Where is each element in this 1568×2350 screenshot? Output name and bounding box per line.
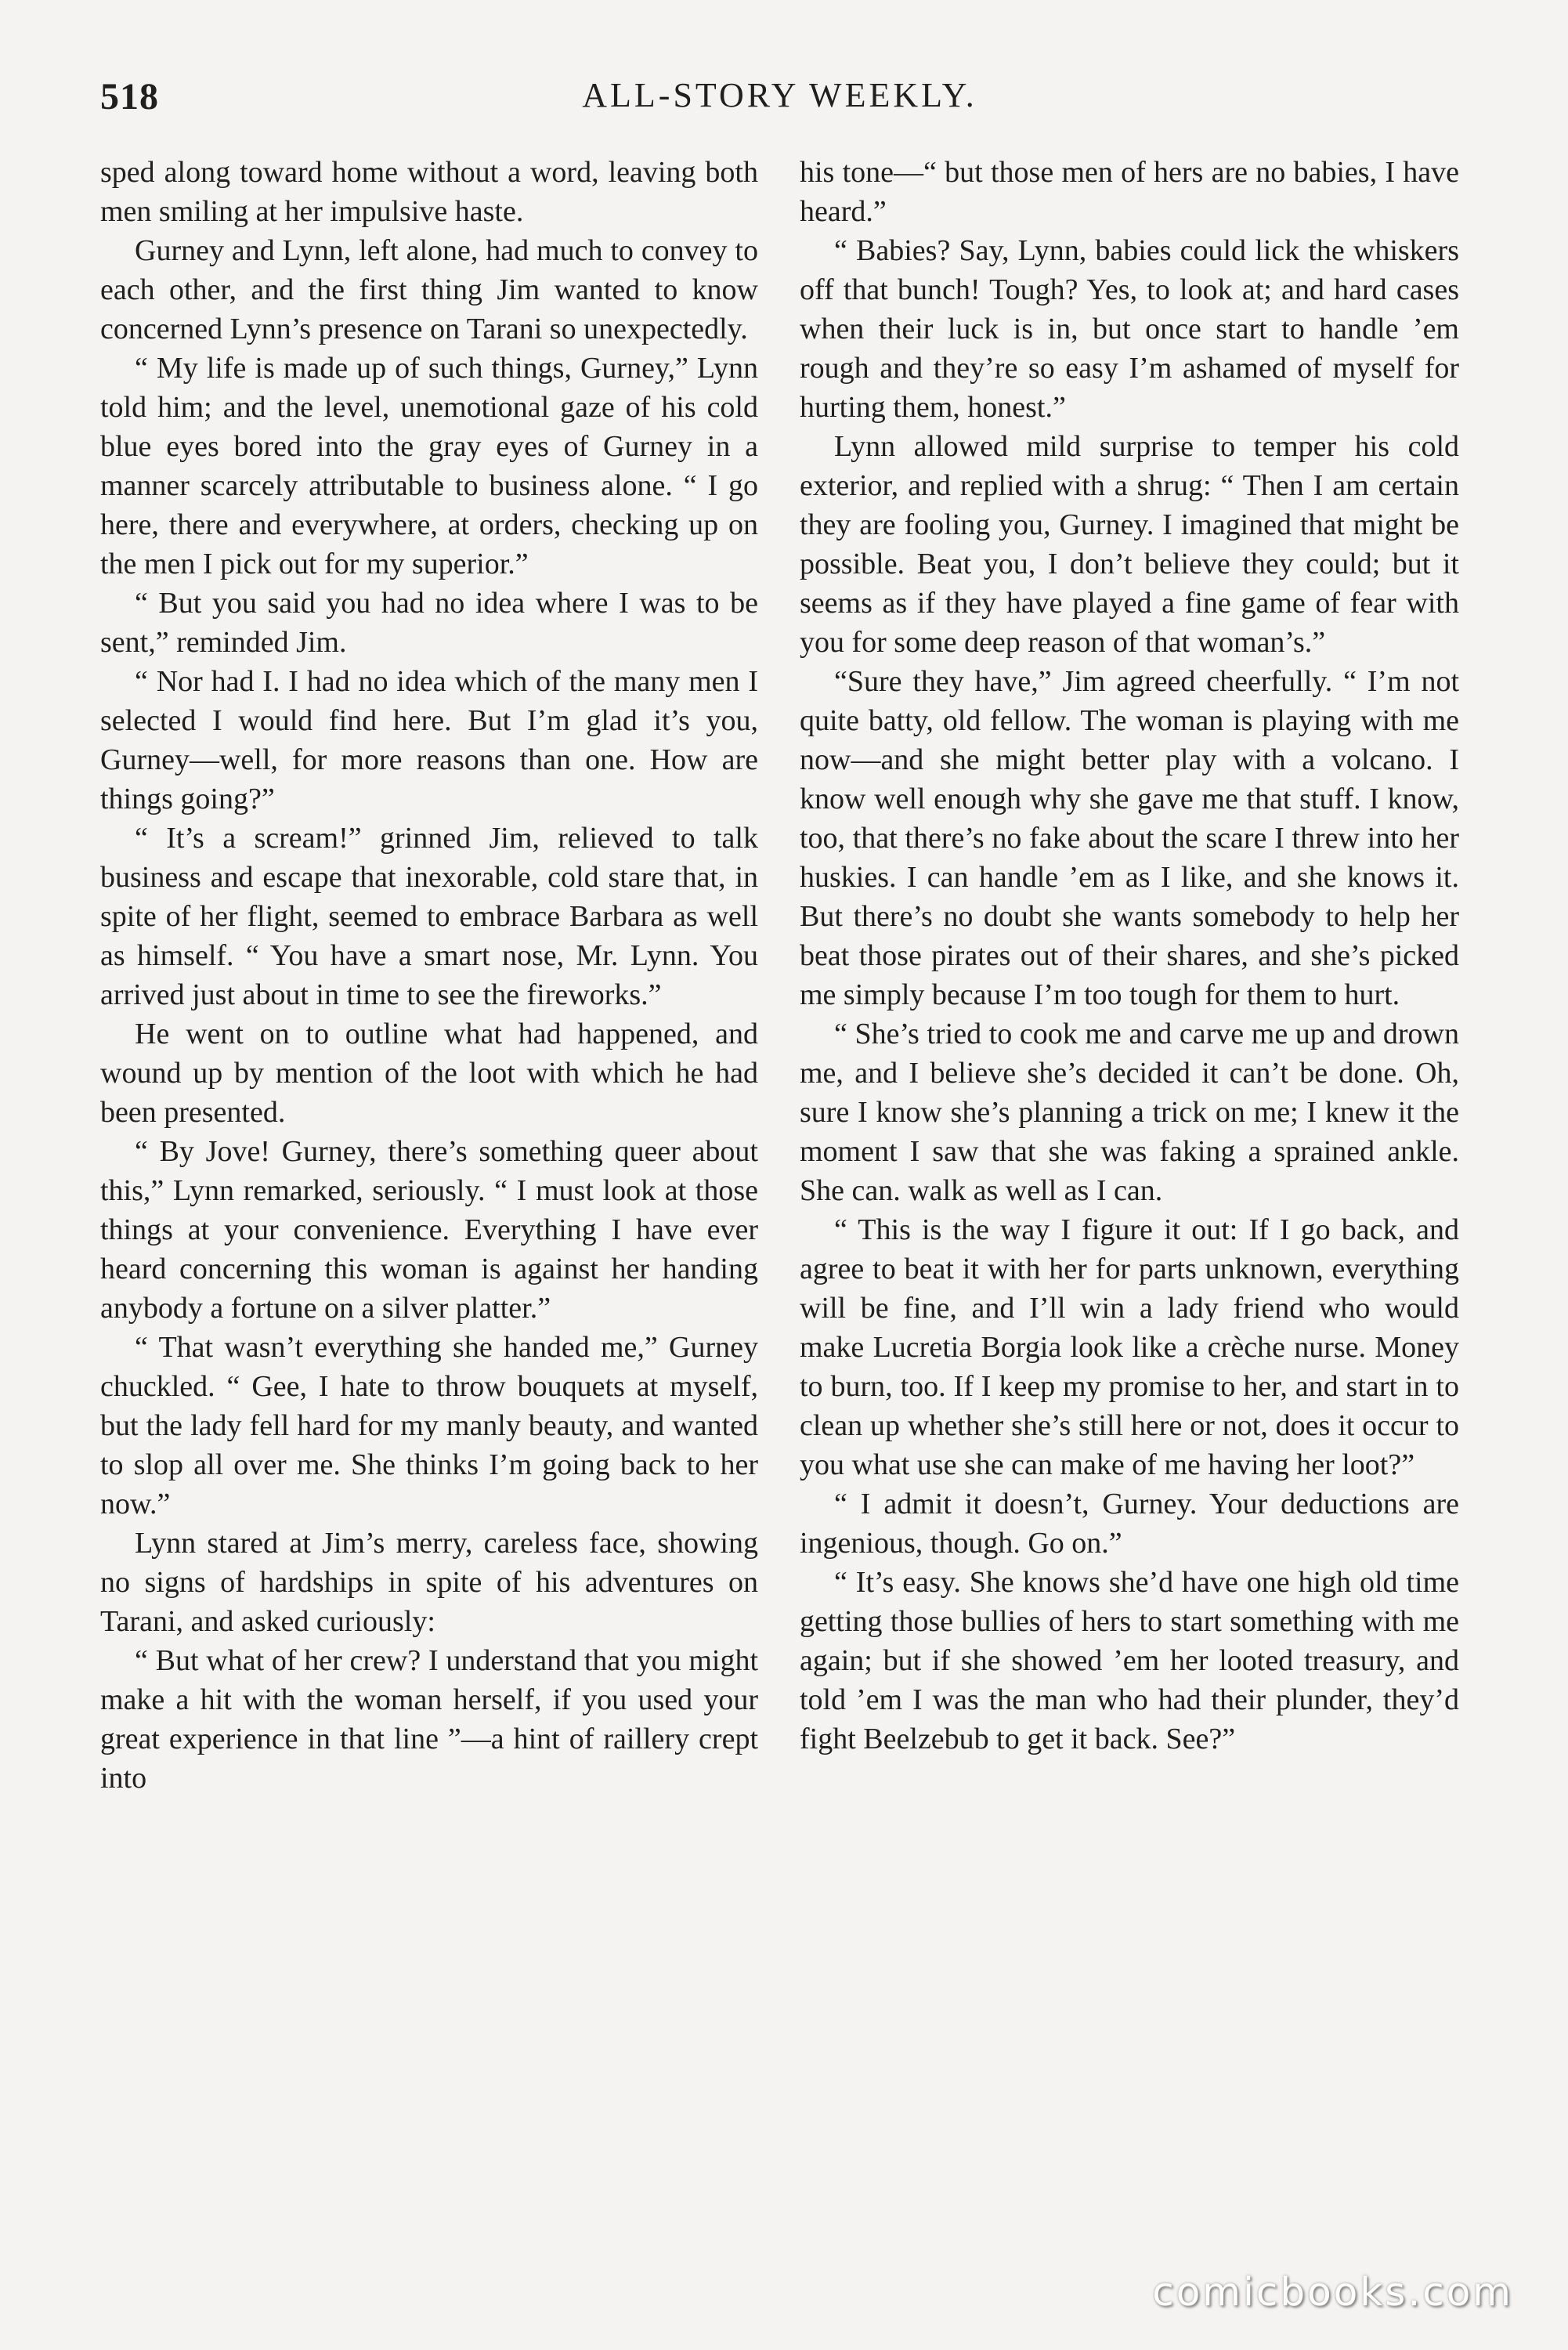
paragraph: “ It’s a scream!” grinned Jim, relieved to talk business and escape that inexorable, cold stare that, in spite of her flight, seemed to embrace Barbara as well as himself. “ You have a smart nose, Mr. Lynn. You arrived just about in time to see the fireworks.” [100,822,758,1011]
page-number: 518 [100,76,159,118]
paragraph: “ By Jove! Gurney, there’s something queer about this,” Lynn remarked, seriously. “ I must look at those things at your convenience. Everything I have ever heard concerning this woman is against her handing anybody a fortune on a silver platter.” [100,1135,758,1325]
paragraph: his tone—“ but those men of hers are no babies, I have heard.” [800,156,1459,228]
paragraph: Lynn allowed mild surprise to temper his cold exterior, and replied with a shrug: “ Then I am certain they are fooling you, Gurney. I imagined that might be possible. Beat you, I don’t believe they could; but it seems as if they have played a fine game of fear with you for some deep reason of that woman’s.” [800,430,1459,659]
page-header [100,75,1459,130]
paragraph: He went on to outline what had happened, and wound up by mention of the loot with which he had been presented. [100,1018,758,1129]
left-column [100,153,758,1798]
paragraph: “ It’s easy. She knows she’d have one high old time getting those bullies of hers to start something with me again; but if she showed ’em her looted treasury, and told ’em I was the man who had their plunder, they’d fight Beelzebub to get it back. See?” [800,1566,1459,1755]
paragraph: “ This is the way I figure it out: If I go back, and agree to beat it with her for parts unknown, everything will be fine, and I’ll win a lady friend who would make Lucretia Borgia look like a crèche nurse. Money to burn, too. If I keep my promise to her, and start in to clean up whether she’s still here or not, does it occur to you what use she can make of me having her loot?” [800,1213,1459,1481]
running-title: ALL-STORY WEEKLY. [582,76,977,114]
paragraph: “ My life is made up of such things, Gurney,” Lynn told him; and the level, unemotional gaze of his cold blue eyes bored into the gray eyes of Gurney in a manner scarcely attributable to business alone. “ I go here, there and everywhere, at orders, checking up on the men I pick out for my superior.” [100,352,758,580]
paragraph: sped along toward home without a word, leaving both men smiling at her impulsive haste. [100,156,758,228]
watermark-logo: comicbooks.com [1152,2269,1513,2315]
paragraph: Gurney and Lynn, left alone, had much to convey to each other, and the first thing Jim wanted to know concerned Lynn’s presence on Tarani so unexpectedly. [100,234,758,345]
paragraph: “ Babies? Say, Lynn, babies could lick the whiskers off that bunch! Tough? Yes, to look at; and hard cases when their luck is in, but once start to handle ’em rough and they’re so easy I’m ashamed of myself for hurting them, honest.” [800,234,1459,424]
right-column [800,153,1459,1759]
paragraph: “ I admit it doesn’t, Gurney. Your deductions are ingenious, though. Go on.” [800,1488,1459,1560]
text-columns [100,153,1459,2260]
paragraph: “ But what of her crew? I understand that you might make a hit with the woman herself, if you used your great experience in that line ”—a hint of raillery crept into [100,1644,758,1795]
paragraph: “ Nor had I. I had no idea which of the many men I selected I would find here. But I’m glad it’s you, Gurney—well, for more reasons than one. How are things going?” [100,665,758,815]
paragraph: “ But you said you had no idea where I was to be sent,” reminded Jim. [100,587,758,659]
paragraph: “ That wasn’t everything she handed me,” Gurney chuckled. “ Gee, I hate to throw bouquets at myself, but the lady fell hard for my manly beauty, and wanted to slop all over me. She thinks I’m going back to her now.” [100,1331,758,1520]
paragraph: “Sure they have,” Jim agreed cheerfully. “ I’m not quite batty, old fellow. The woman is playing with me now—and she might better play with a volcano. I know well enough why she gave me that stuff. I know, too, that there’s no fake about the scare I threw into her huskies. I can handle ’em as I like, and she knows it. But there’s no doubt she wants somebody to help her beat those pirates out of their shares, and she’s picked me simply because I’m too tough for them to hurt. [800,665,1459,1011]
paragraph: Lynn stared at Jim’s merry, careless face, showing no signs of hardships in spite of his adventures on Tarani, and asked curiously: [100,1527,758,1638]
paragraph: “ She’s tried to cook me and carve me up and drown me, and I believe she’s decided it can’t be done. Oh, sure I know she’s planning a trick on me; I knew it the moment I saw that she was faking a sprained ankle. She can. walk as well as I can. [800,1018,1459,1207]
